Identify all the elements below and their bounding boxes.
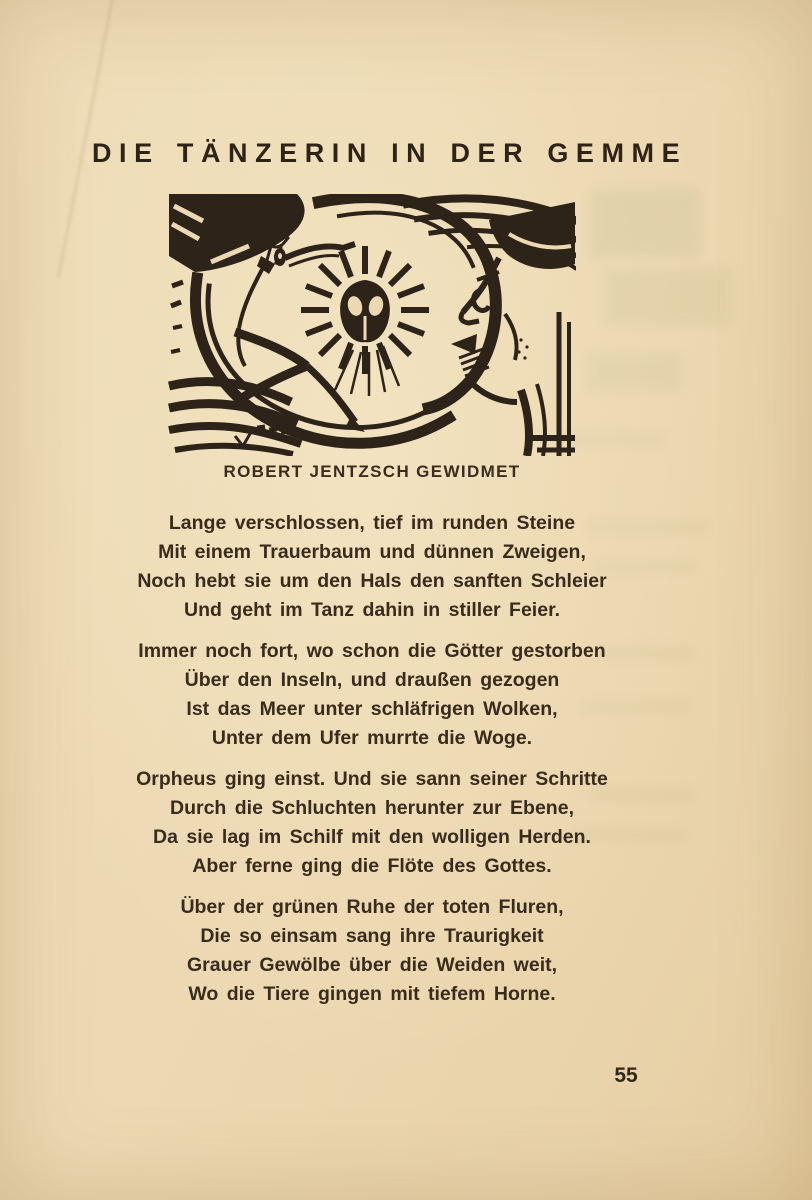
poem-line: Und geht im Tanz dahin in stiller Feier. bbox=[183, 599, 561, 621]
poem-line: Orpheus ging einst. Und sie sann seiner Schritte bbox=[136, 768, 608, 790]
poem-line: Durch die Schluchten herunter zur Ebene, bbox=[170, 797, 574, 819]
poem-line: Grauer Gewölbe über die Weiden weit, bbox=[186, 954, 558, 976]
show-through-blot bbox=[604, 268, 732, 326]
dedication: ROBERT JENTZSCH GEWIDMET bbox=[223, 462, 521, 481]
woodcut-illustration bbox=[168, 194, 576, 456]
stanza-1 bbox=[66, 509, 678, 625]
stanza-3 bbox=[66, 765, 678, 881]
page-number: 55 bbox=[614, 1064, 638, 1087]
poem-line: Aber ferne ging die Flöte des Gottes. bbox=[192, 855, 552, 877]
poem-line: Mit einem Trauerbaum und dünnen Zweigen, bbox=[158, 541, 586, 563]
show-through-blot bbox=[590, 188, 700, 258]
poem-line: Lange verschlossen, tief im runden Steine bbox=[168, 512, 576, 534]
poem-line: Die so einsam sang ihre Traurigkeit bbox=[200, 925, 544, 947]
poem-line: Da sie lag im Schilf mit den wolligen Herden. bbox=[153, 826, 591, 848]
stanza-4 bbox=[66, 893, 678, 1009]
page-title: DIE TÄNZERIN IN DER GEMME bbox=[92, 138, 688, 168]
poem-line: Über der grünen Ruhe der toten Fluren, bbox=[180, 896, 564, 918]
poem-line: Unter dem Ufer murrte die Woge. bbox=[211, 727, 533, 749]
woodcut-svg bbox=[168, 194, 576, 456]
poem-line: Noch hebt sie um den Hals den sanften Schleier bbox=[137, 570, 607, 592]
show-through-blot bbox=[586, 352, 682, 392]
stanza-2 bbox=[66, 637, 678, 753]
poem-line: Über den Inseln, und draußen gezogen bbox=[184, 669, 560, 691]
poem-line: Ist das Meer unter schläfrigen Wolken, bbox=[186, 698, 558, 720]
poem-line: Immer noch fort, wo schon die Götter gestorben bbox=[138, 640, 606, 662]
poem-line: Wo die Tiere gingen mit tiefem Horne. bbox=[188, 983, 556, 1005]
